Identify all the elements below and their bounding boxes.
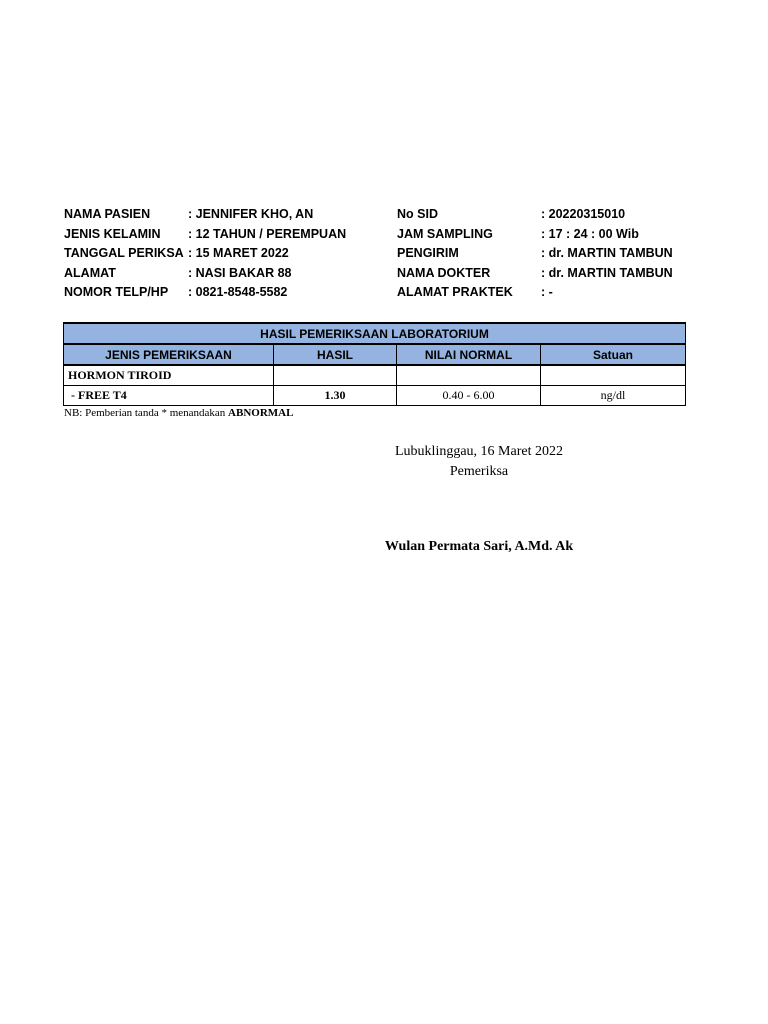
info-row xyxy=(64,205,704,225)
label-patient-name: NAMA PASIEN xyxy=(64,207,151,221)
value-gender: : 12 TAHUN / PEREMPUAN xyxy=(188,226,347,241)
lab-results-table xyxy=(63,322,686,406)
table-row xyxy=(64,386,686,406)
value-phone: : 0821-8548-5582 xyxy=(188,285,288,300)
info-row xyxy=(64,283,704,303)
value-sampling-time: : 17 : 24 : 00 Wib xyxy=(541,226,639,241)
value-address: : NASI BAKAR 88 xyxy=(188,265,292,280)
info-row xyxy=(64,244,704,264)
examiner-name: Wulan Permata Sari, A.Md. Ak xyxy=(384,539,574,554)
patient-info xyxy=(64,205,704,303)
label-practice-address: ALAMAT PRAKTEK xyxy=(397,285,513,300)
value-practice-address: : - xyxy=(541,285,553,300)
value-sender: : dr. MARTIN TAMBUN xyxy=(541,246,673,261)
info-row xyxy=(64,225,704,245)
exam-unit: ng/dl xyxy=(541,386,686,406)
label-exam-date: TANGGAL PERIKSA xyxy=(64,246,184,261)
table-title-row xyxy=(64,323,686,344)
header-exam-type: JENIS PEMERIKSAAN xyxy=(64,344,274,365)
value-sid: : 20220315010 xyxy=(541,207,626,221)
exam-normal-range: 0.40 - 6.00 xyxy=(397,386,541,406)
empty-cell xyxy=(397,365,541,386)
group-row xyxy=(64,365,686,386)
label-address: ALAMAT xyxy=(64,265,116,280)
value-doctor-name: : dr. MARTIN TAMBUN xyxy=(541,265,673,280)
value-patient-name: : JENNIFER KHO, AN xyxy=(188,207,314,221)
place-date: Lubuklinggau, 16 Maret 2022 xyxy=(395,444,563,459)
exam-result: 1.30 xyxy=(274,386,397,406)
abnormal-note xyxy=(64,407,293,419)
label-sampling-time: JAM SAMPLING xyxy=(397,226,493,241)
examiner-role: Pemeriksa xyxy=(449,464,509,479)
header-result: HASIL xyxy=(274,344,397,365)
note-emphasis: ABNORMAL xyxy=(228,407,294,419)
table-title: HASIL PEMERIKSAAN LABORATORIUM xyxy=(64,323,686,344)
header-normal-value: NILAI NORMAL xyxy=(397,344,541,365)
empty-cell xyxy=(274,365,397,386)
label-phone: NOMOR TELP/HP xyxy=(64,285,169,300)
value-exam-date: : 15 MARET 2022 xyxy=(188,246,289,261)
group-name: HORMON TIROID xyxy=(64,365,274,386)
exam-name: - FREE T4 xyxy=(64,386,274,406)
label-doctor-name: NAMA DOKTER xyxy=(397,265,491,280)
label-gender: JENIS KELAMIN xyxy=(64,226,161,241)
table-header-row xyxy=(64,344,686,365)
header-unit: Satuan xyxy=(541,344,686,365)
empty-cell xyxy=(541,365,686,386)
label-sender: PENGIRIM xyxy=(397,246,459,261)
label-sid: No SID xyxy=(397,207,438,221)
note-text: NB: Pemberian tanda * menandakan xyxy=(64,407,229,419)
info-row xyxy=(64,264,704,284)
